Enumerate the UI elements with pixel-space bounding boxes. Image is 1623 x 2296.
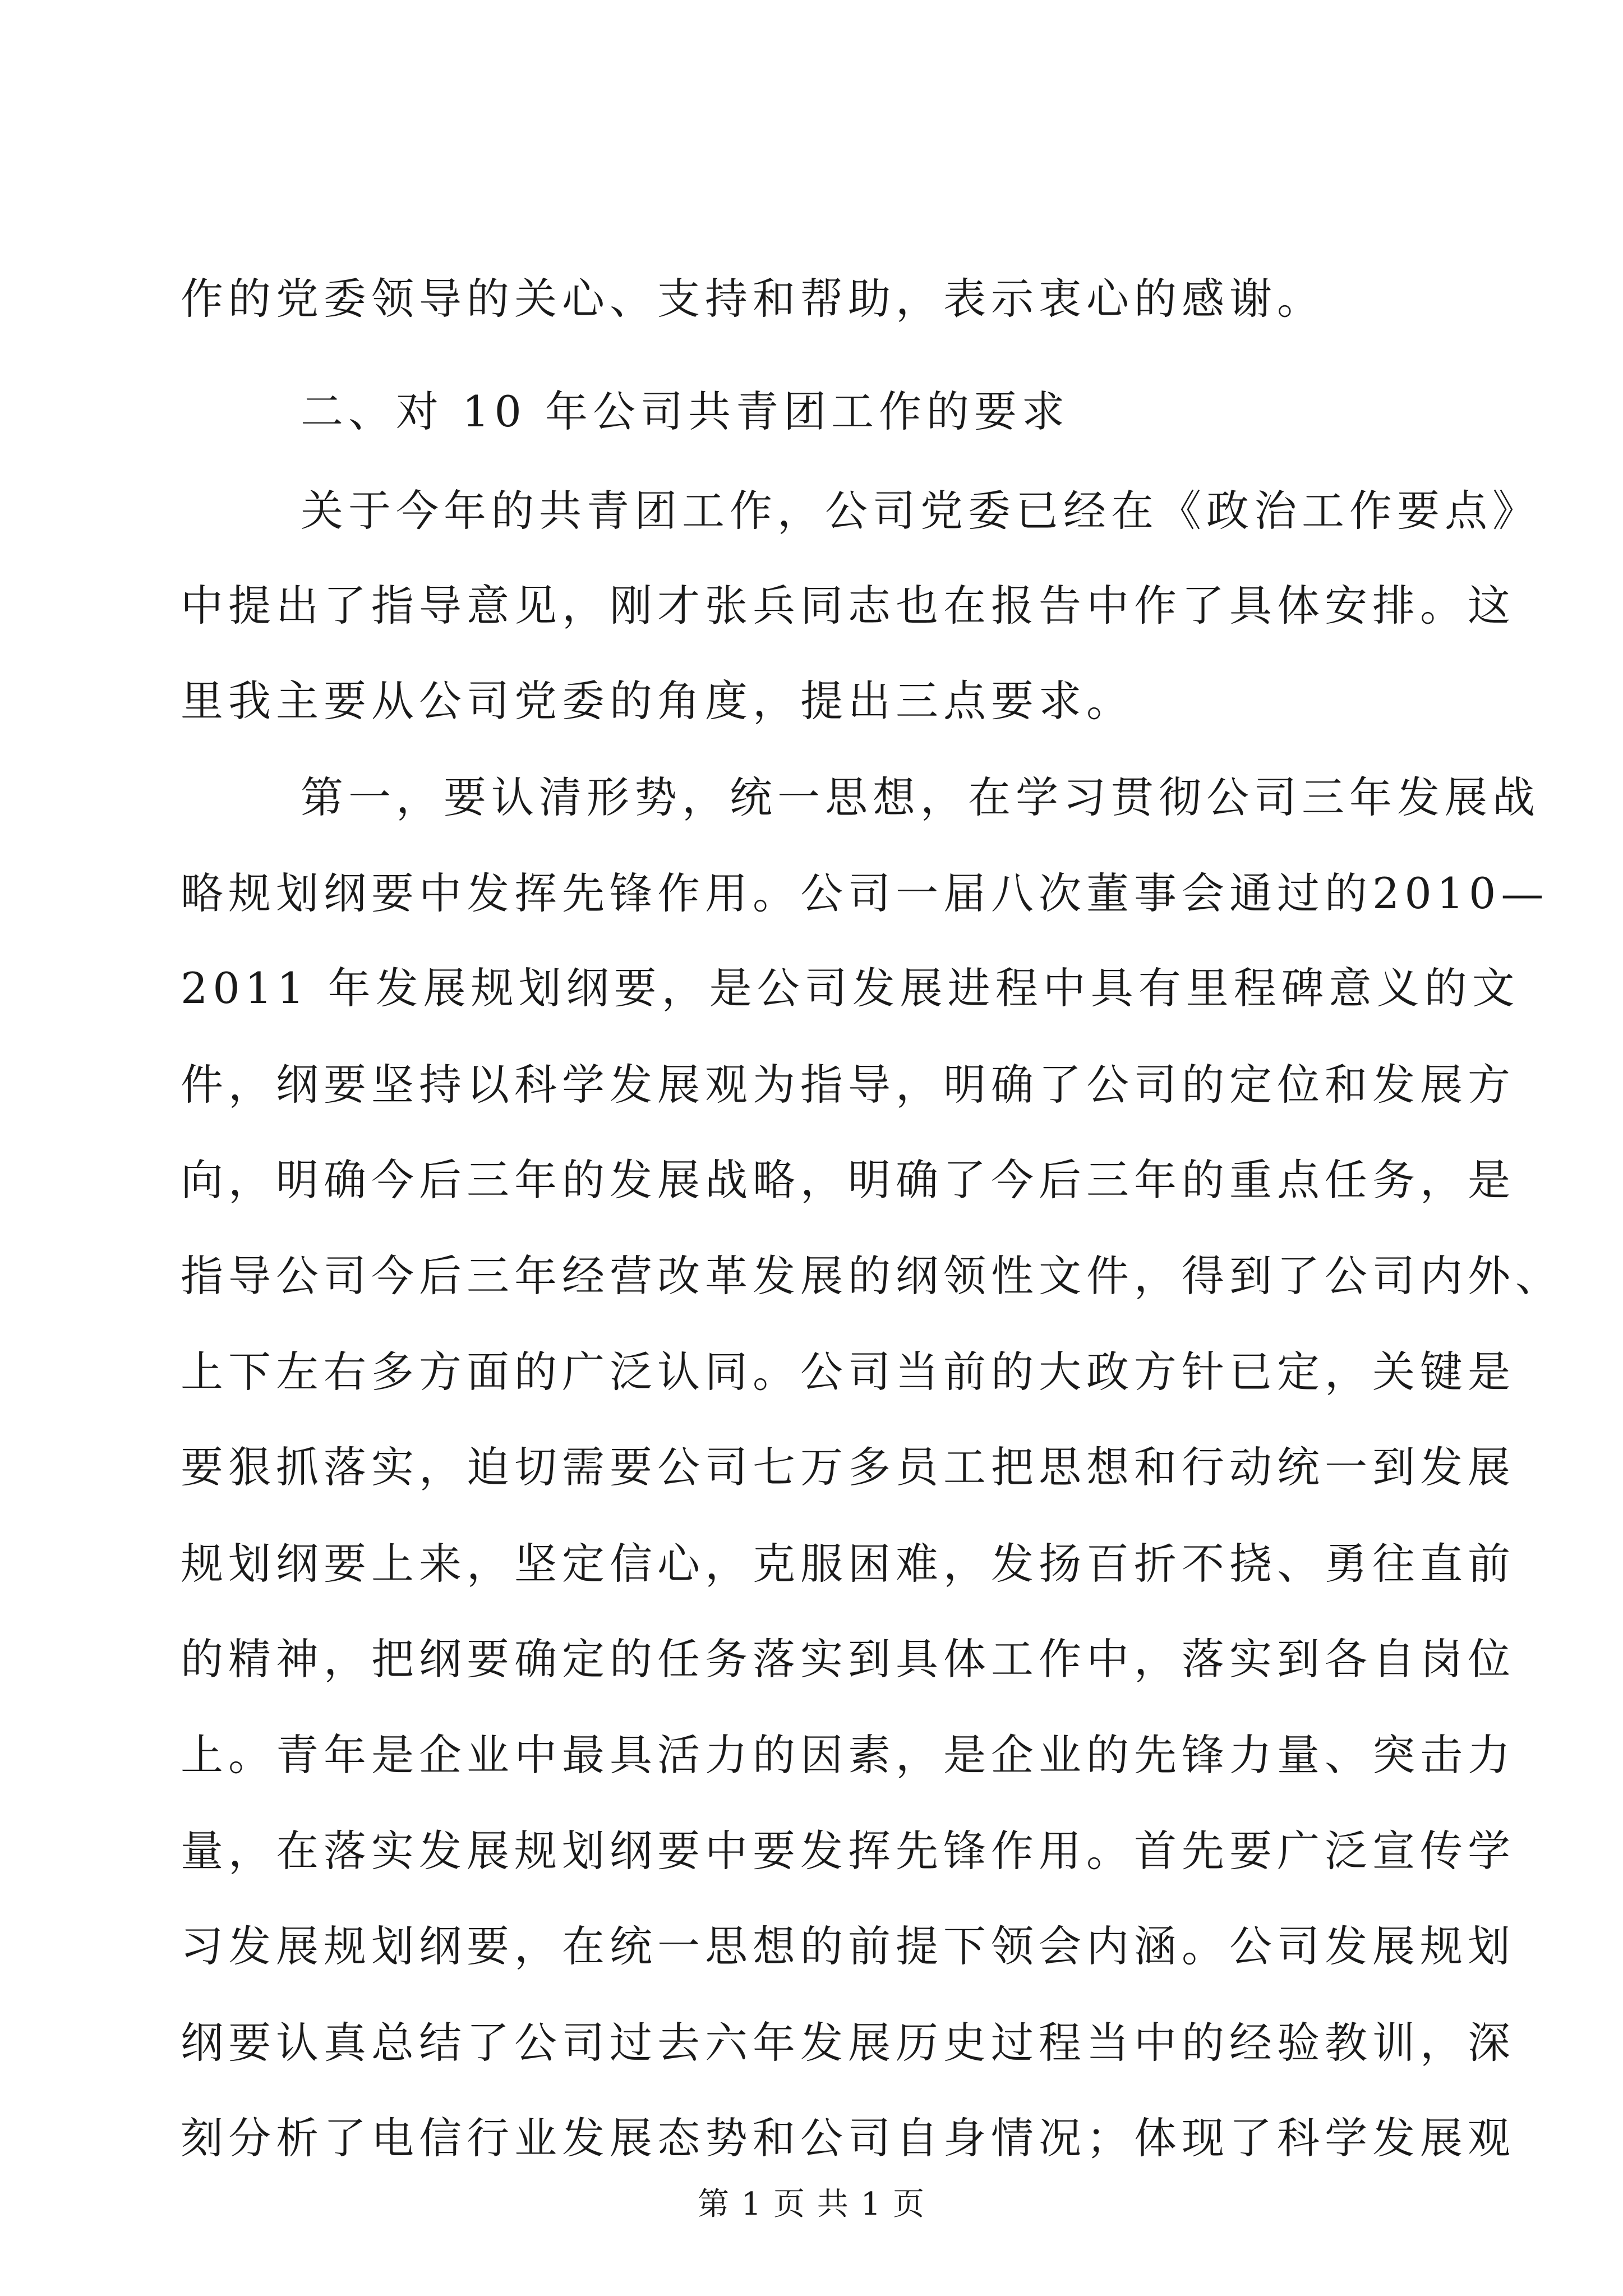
page-footer: 第 1 页 共 1 页 xyxy=(697,2186,926,2223)
text-line-20-visible: 刻分析了电信行业发展态势和公司自身情况；体现了科学发展观 xyxy=(181,2113,1515,2163)
text-line-5: 里我主要从公司党委的角度，提出三点要求。 xyxy=(181,676,1134,726)
text-line-17: 量，在落实发展规划纲要中要发挥先锋作用。首先要广泛宣传学 xyxy=(181,1826,1515,1876)
text-line-4: 中提出了指导意见，刚才张兵同志也在报告中作了具体安排。这 xyxy=(181,581,1515,631)
text-line-8: 2011 年发展规划纲要，是公司发展进程中具有里程碑意义的文 xyxy=(181,963,1520,1013)
text-line-9: 件，纲要坚持以科学发展观为指导，明确了公司的定位和发展方 xyxy=(181,1060,1515,1110)
text-line-3: 关于今年的共青团工作，公司党委已经在《政治工作要点》 xyxy=(301,486,1540,536)
section-heading: 二、对 10 年公司共青团工作的要求 xyxy=(301,386,1070,436)
text-line-7: 略规划纲要中发挥先锋作用。公司一届八次董事会通过的2010— xyxy=(181,868,1549,918)
text-line-15: 的精神，把纲要确定的任务落实到具体工作中，落实到各自岗位 xyxy=(181,1634,1515,1684)
text-line-16: 上。青年是企业中最具活力的因素，是企业的先锋力量、突击力 xyxy=(181,1730,1515,1780)
text-line-12: 上下左右多方面的广泛认同。公司当前的大政方针已定，关键是 xyxy=(181,1347,1515,1397)
text-line-18: 习发展规划纲要，在统一思想的前提下领会内涵。公司发展规划 xyxy=(181,1921,1515,1971)
text-line-13: 要狠抓落实，迫切需要公司七万多员工把思想和行动统一到发展 xyxy=(181,1442,1515,1492)
text-line-11: 指导公司今后三年经营改革发展的纲领性文件，得到了公司内外、 xyxy=(181,1251,1563,1301)
text-line-19: 纲要认真总结了公司过去六年发展历史过程当中的经验教训，深 xyxy=(181,2018,1515,2068)
text-line-1: 作的党委领导的关心、支持和帮助，表示衷心的感谢。 xyxy=(181,274,1325,324)
text-line-14: 规划纲要上来，坚定信心，克服困难，发扬百折不挠、勇往直前 xyxy=(181,1539,1515,1589)
text-line-10: 向，明确今后三年的发展战略，明确了今后三年的重点任务，是 xyxy=(181,1155,1515,1205)
text-line-6: 第一，要认清形势，统一思想，在学习贯彻公司三年发展战 xyxy=(301,772,1540,822)
